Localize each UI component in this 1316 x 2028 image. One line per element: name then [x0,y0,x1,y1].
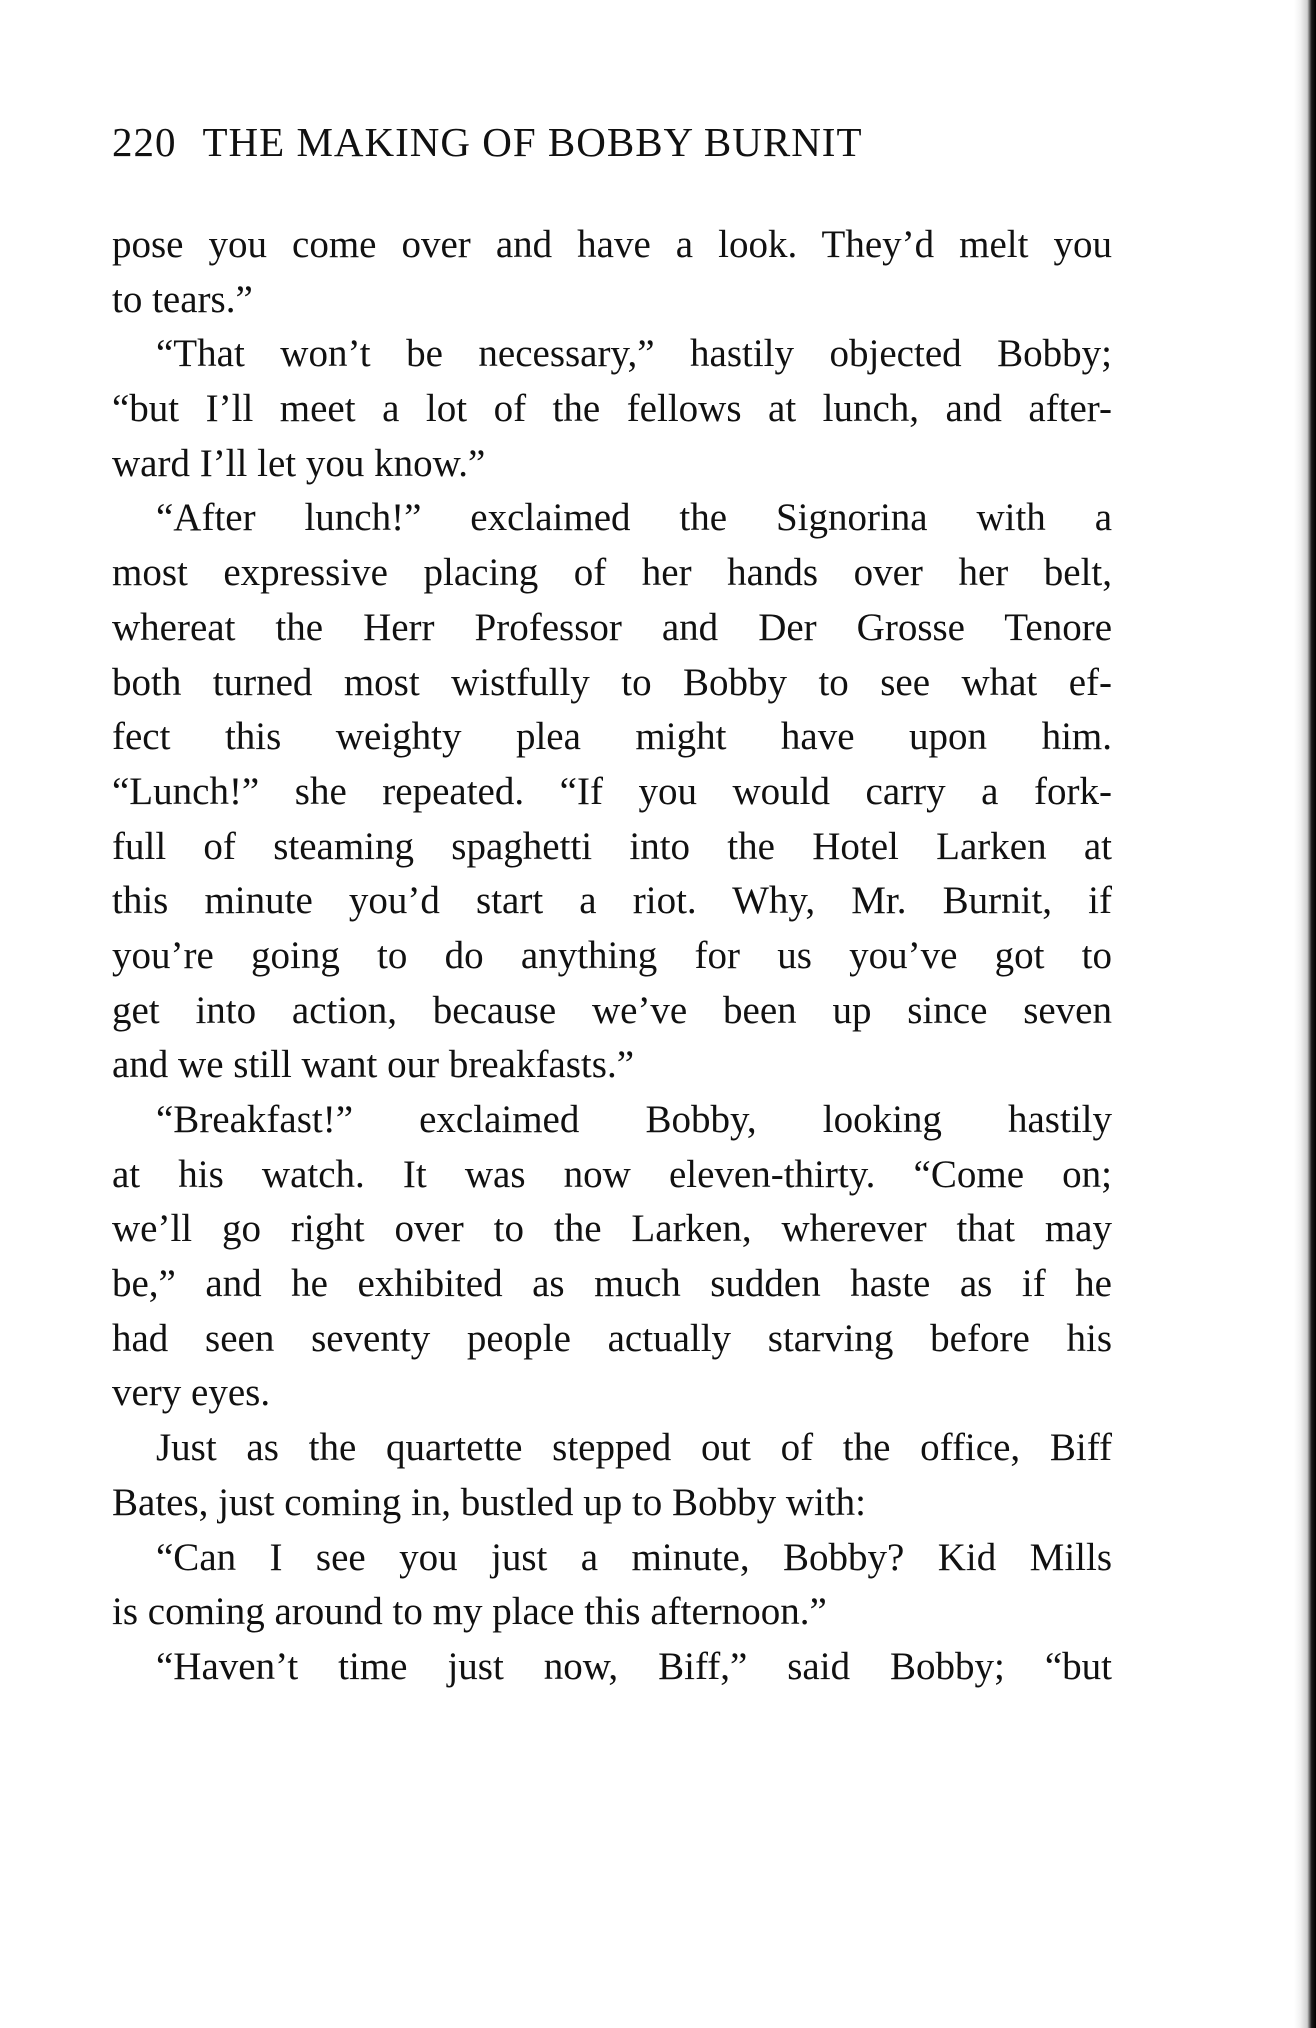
text-line: “Breakfast!” exclaimed Bobby, looking hastily [156,1098,1112,1141]
text-line: we’ll go right over to the Larken, wherever that may [112,1207,1112,1251]
text-line: had seen seventy people actually starving before his [112,1316,1112,1360]
text-line: ward I’ll let you know.” [112,441,486,485]
running-head [112,118,1112,166]
running-title: THE MAKING OF BOBBY BURNIT [202,119,863,165]
text-line: “Lunch!” she repeated. “If you would carry a fork- [112,769,1112,813]
text-line: be,” and he exhibited as much sudden haste as if he [112,1262,1112,1306]
text-line: whereat the Herr Professor and Der Grosse Tenore [112,605,1112,649]
text-line: full of steaming spaghetti into the Hotel Larken at [112,824,1112,868]
text-line: this minute you’d start a riot. Why, Mr. Burnit, if [112,879,1112,923]
text-line: most expressive placing of her hands over her belt, [112,551,1112,595]
text-line: both turned most wistfully to Bobby to see what ef- [112,660,1112,704]
text-line: “but I’ll meet a lot of the fellows at lunch, and after- [112,387,1112,431]
body-text [112,218,1112,1695]
text-line: pose you come over and have a look. They’d melt you [112,223,1112,266]
page-number: 220 [112,119,177,165]
text-line: fect this weighty plea might have upon him. [112,715,1112,759]
text-line: very eyes. [112,1371,271,1415]
text-line: get into action, because we’ve been up since seven [112,988,1112,1032]
text-line: Bates, just coming in, bustled up to Bobby with: [112,1480,866,1524]
page-binding-edge [1294,0,1316,2028]
text-line: you’re going to do anything for us you’ve got to [112,933,1112,977]
text-line: and we still want our breakfasts.” [112,1043,635,1087]
text-line: “Haven’t time just now, Biff,” said Bobby; “but [156,1644,1112,1688]
text-line: “Can I see you just a minute, Bobby? Kid Mills [156,1535,1112,1579]
text-line: Just as the quartette stepped out of the office, Biff [156,1426,1112,1470]
text-line: is coming around to my place this afternoon.” [112,1590,827,1634]
text-line: “After lunch!” exclaimed the Signorina with a [156,496,1112,540]
text-line: to tears.” [112,277,253,321]
text-line: at his watch. It was now eleven-thirty. “Come on; [112,1152,1112,1196]
text-line: “That won’t be necessary,” hastily objected Bobby; [156,332,1112,376]
